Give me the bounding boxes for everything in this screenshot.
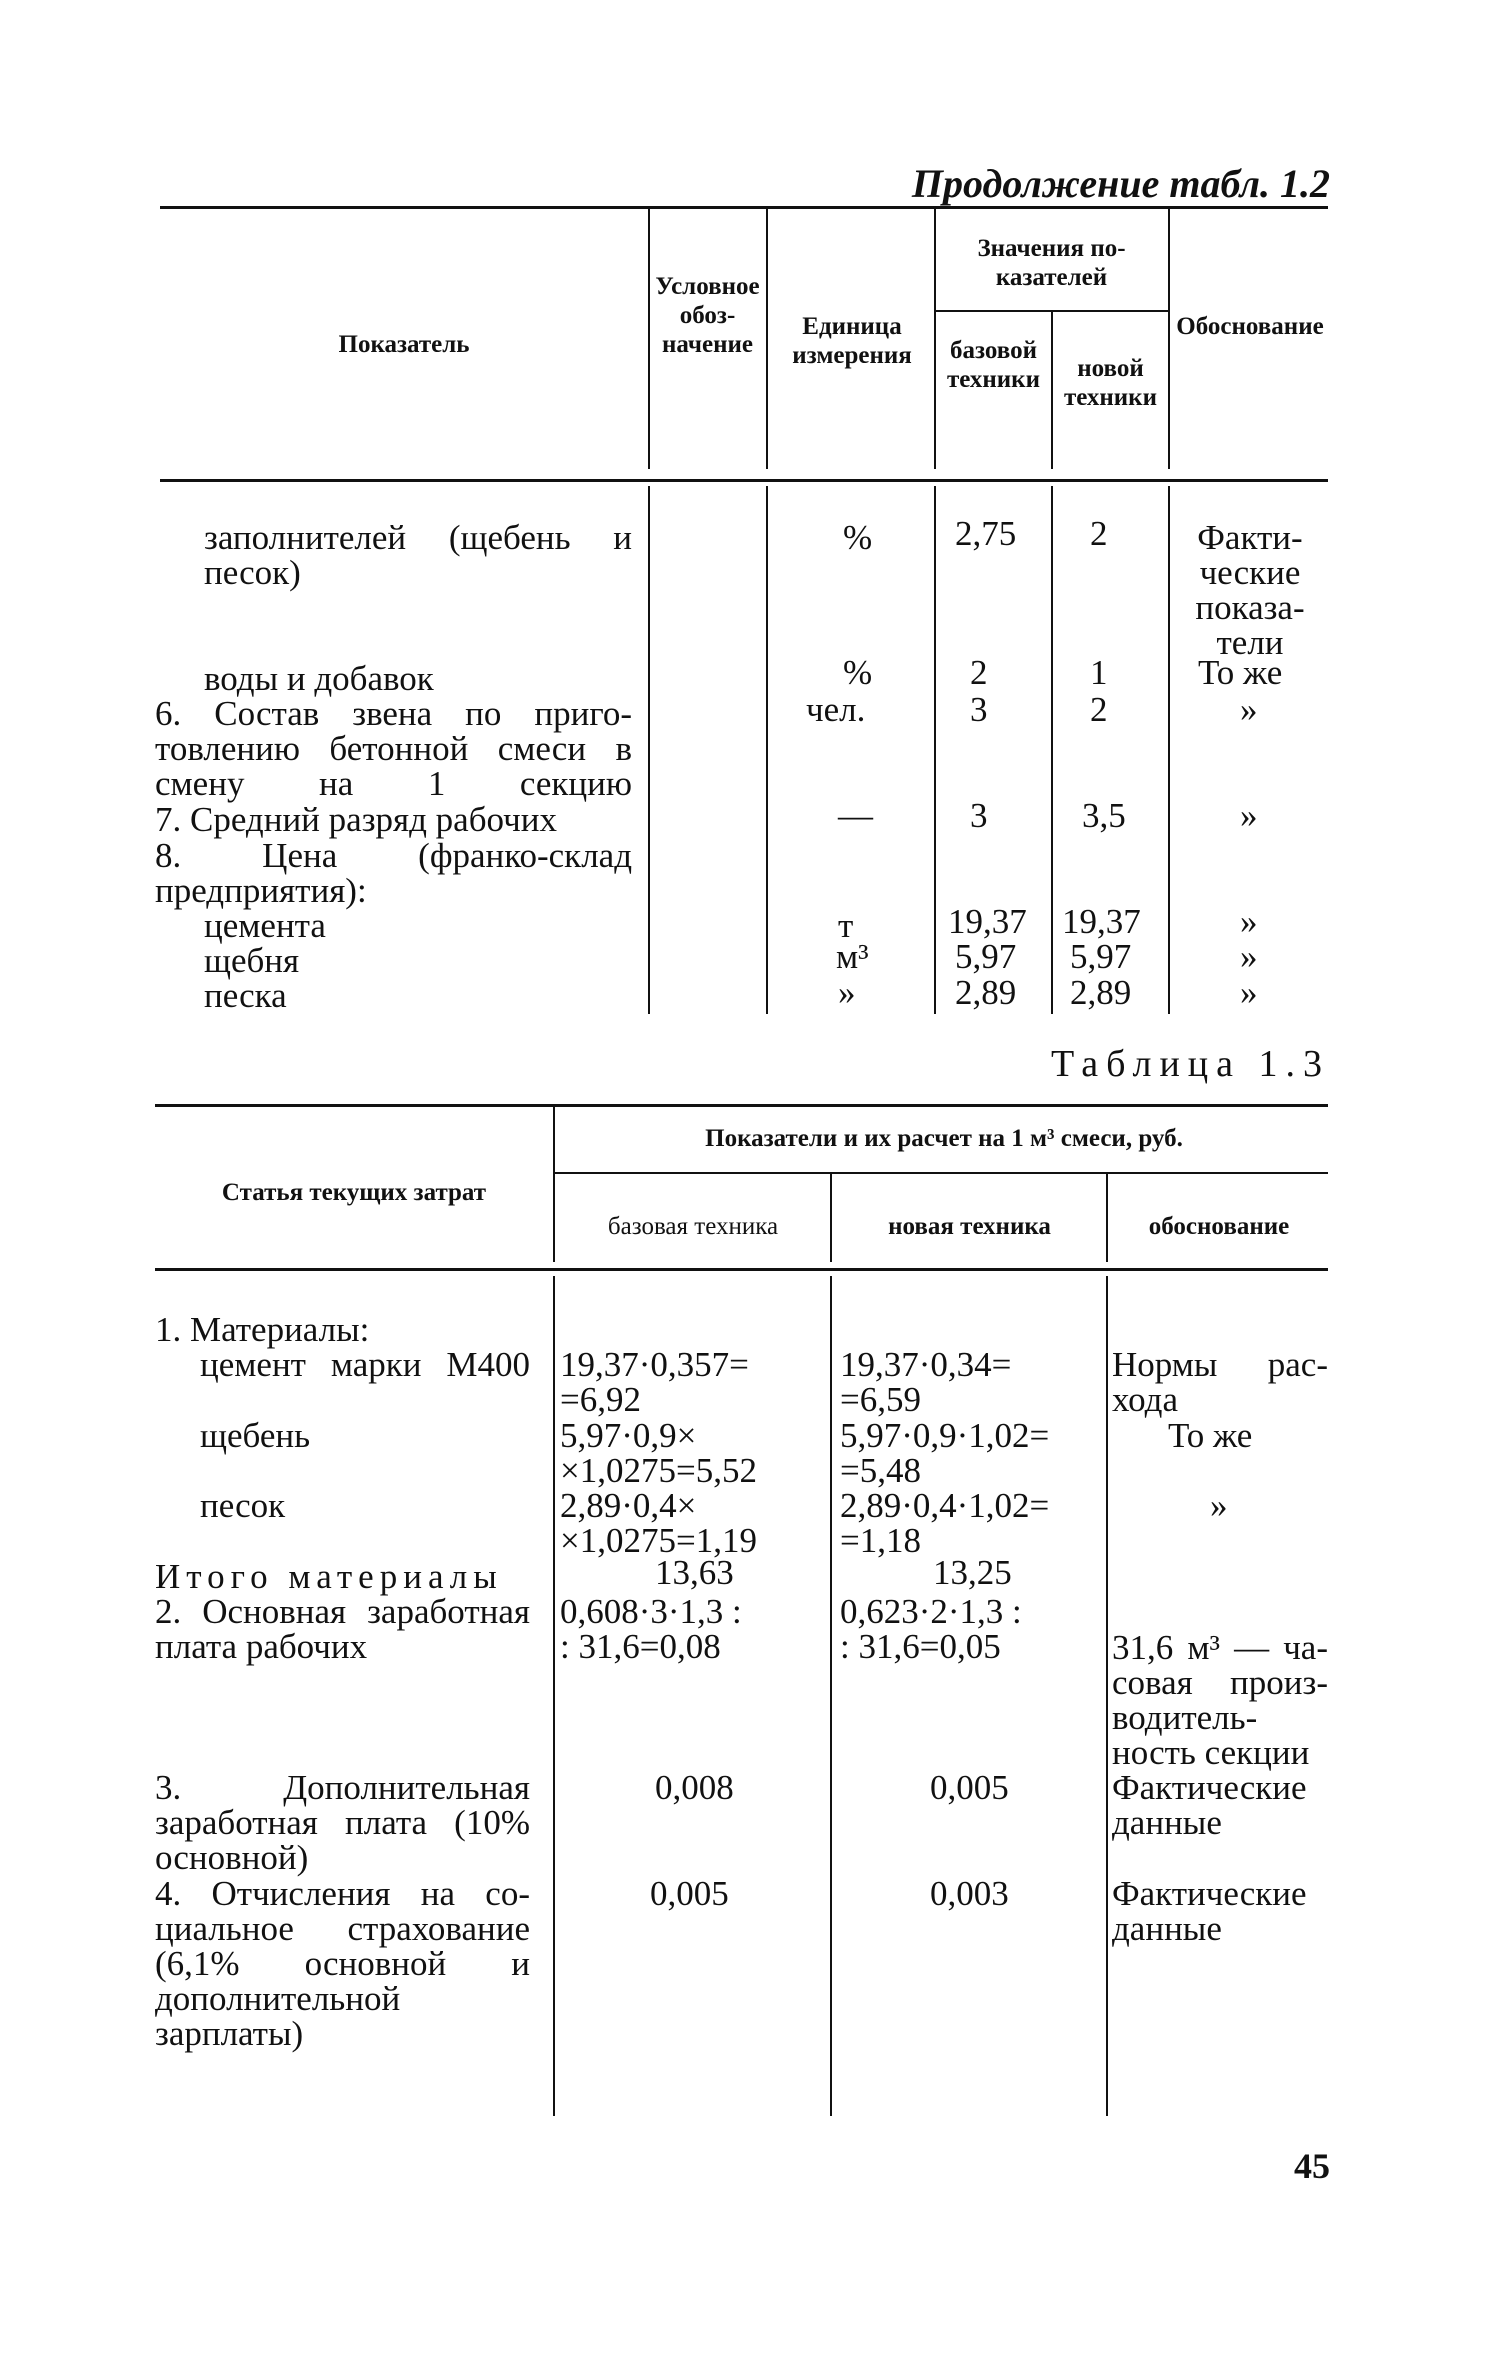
- table1-row-basis: »: [1240, 796, 1258, 835]
- table2-row-new: 0,003: [930, 1874, 1009, 1913]
- table2-row-article: 4. Отчисления на социальное страхование (6,1% основной и дополнительной зарплаты): [155, 1874, 530, 2053]
- table1-row-new: 19,37: [1062, 902, 1141, 941]
- table2-row-base: 0,005: [650, 1874, 729, 1913]
- table1-row-basis: »: [1240, 937, 1258, 976]
- table1-row-unit: »: [838, 973, 856, 1012]
- table2-header-base: базовая техника: [607, 1213, 779, 1240]
- table2-row-new: 5,97·0,9·1,02= =5,48: [840, 1416, 1050, 1490]
- table2-col-divider: [830, 1276, 832, 2116]
- table1-header-basis: Обоснование: [1176, 313, 1324, 340]
- table1-row-indicator: цемента: [204, 906, 326, 945]
- table1-row-indicator: 7. Средний разряд рабочих: [155, 800, 557, 839]
- table2-top-rule: [155, 1104, 1328, 1107]
- table2-row-base: 19,37·0,357= =6,92: [560, 1345, 749, 1419]
- table1-row-base: 3: [970, 690, 988, 729]
- table-continuation-caption: Продолжение табл. 1.2: [911, 161, 1330, 206]
- table1-row-indicator: воды и добавок: [204, 659, 434, 698]
- table2-row-article: щебень: [200, 1416, 311, 1455]
- table1-col-divider: [1051, 312, 1053, 469]
- table1-row-base: 3: [970, 796, 988, 835]
- table2-row-article: 1. Материалы:: [155, 1310, 370, 1349]
- table2-col-divider: [1106, 1174, 1108, 1262]
- page-number: 45: [1294, 2146, 1330, 2186]
- table1-top-rule: [160, 206, 1328, 209]
- table1-header-indicator: Показатель: [338, 331, 470, 358]
- table1-row-new: 3,5: [1082, 796, 1126, 835]
- table2-row-article: 3. Дополнительная заработная плата (10% основной): [155, 1768, 530, 1877]
- table1-header-unit: Единица измерения: [792, 313, 912, 369]
- table2-row-basis: Фактические данные: [1112, 1768, 1307, 1842]
- table1-row-basis: »: [1240, 973, 1258, 1012]
- table1-row-new: 2: [1090, 514, 1108, 553]
- table2-col-divider: [553, 1107, 555, 1262]
- table1-row-indicator: щебня: [204, 941, 300, 980]
- table1-row-base: 5,97: [955, 937, 1017, 976]
- table1-header-values: Значения показателей: [977, 235, 1126, 291]
- table1-header-new: новой техники: [1064, 355, 1157, 411]
- table2-row-base: 0,008: [655, 1768, 734, 1807]
- table2-row-article: песок: [200, 1486, 286, 1525]
- table2-row-article: 2. Основная заработная плата рабочих: [155, 1592, 530, 1666]
- table2-row-basis: Фактические данные: [1112, 1874, 1307, 1948]
- table1-row-base: 2,89: [955, 973, 1017, 1012]
- table1-row-indicator: заполнителей (щебень и песок): [204, 518, 632, 592]
- table1-row-base: 19,37: [948, 902, 1027, 941]
- table2-row-new: 2,89·0,4·1,02= =1,18: [840, 1486, 1050, 1560]
- table1-col-divider: [648, 486, 650, 1014]
- table1-row-indicator: песка: [204, 976, 287, 1015]
- table1-row-new: 1: [1090, 653, 1108, 692]
- table1-header-base: базовой техники: [947, 337, 1040, 393]
- table2-row-basis: 31,6 м³ — часовая производительность секции: [1112, 1628, 1328, 1772]
- table2-row-base: 13,63: [655, 1553, 734, 1592]
- table1-col-divider: [1168, 486, 1170, 1014]
- table1-col-divider: [648, 209, 650, 469]
- table2-header-basis: обоснование: [1148, 1213, 1290, 1240]
- table2-row-base: 5,97·0,9× ×1,0275=5,52: [560, 1416, 757, 1490]
- table2-row-new: 0,005: [930, 1768, 1009, 1807]
- table1-row-unit: %: [843, 653, 873, 692]
- table2-row-basis: То же: [1168, 1416, 1253, 1455]
- table2-col-divider: [1106, 1276, 1108, 2116]
- table2-row-article: цемент марки М400: [200, 1345, 530, 1384]
- table1-row-indicator: 6. Состав звена по приготовлению бетонной смеси в смену на 1 секцию: [155, 694, 632, 803]
- table1-header-rule: [160, 479, 1328, 482]
- table1-row-unit: —: [838, 796, 873, 835]
- table1-row-unit: м³: [836, 937, 869, 976]
- table2-header-group: Показатели и их расчет на 1 м³ смеси, руб.: [705, 1125, 1183, 1152]
- table1-row-new: 2: [1090, 690, 1108, 729]
- table2-header-article: Статья текущих затрат: [221, 1179, 487, 1206]
- table1-row-new: 2,89: [1070, 973, 1132, 1012]
- table2-col-divider: [553, 1276, 555, 2116]
- table2-row-new: 0,623·2·1,3 : : 31,6=0,05: [840, 1592, 1022, 1666]
- table1-row-basis: Фактические показатели: [1195, 518, 1305, 662]
- table1-row-indicator: 8. Цена (франко-склад предприятия):: [155, 836, 632, 910]
- table2-row-new: 19,37·0,34= =6,59: [840, 1345, 1012, 1419]
- table1-row-unit: чел.: [806, 690, 866, 729]
- table1-col-divider: [934, 209, 936, 469]
- table-title: Таблица 1.3: [1050, 1043, 1330, 1085]
- table1-row-base: 2,75: [955, 514, 1017, 553]
- table2-col-divider: [830, 1174, 832, 1262]
- table1-row-unit: т: [838, 906, 854, 945]
- table1-col-divider: [766, 209, 768, 469]
- table1-row-base: 2: [970, 653, 988, 692]
- table1-row-basis: »: [1240, 690, 1258, 729]
- table2-header-new: новая техника: [888, 1213, 1051, 1240]
- table1-row-new: 5,97: [1070, 937, 1132, 976]
- table1-row-basis: »: [1240, 902, 1258, 941]
- table1-row-basis: То же: [1198, 653, 1283, 692]
- table2-row-article: Итого материалы: [155, 1557, 503, 1596]
- table1-col-divider: [766, 486, 768, 1014]
- table1-row-unit: %: [843, 518, 873, 557]
- table2-row-base: 0,608·3·1,3 : : 31,6=0,08: [560, 1592, 742, 1666]
- table2-row-basis: »: [1210, 1486, 1228, 1525]
- table1-col-divider: [934, 486, 936, 1014]
- table2-group-subrule: [555, 1172, 1328, 1174]
- table2-header-rule: [155, 1268, 1328, 1271]
- table1-col-divider: [1168, 209, 1170, 469]
- table1-col-divider: [1051, 486, 1053, 1014]
- table2-row-basis: Нормы расхода: [1112, 1345, 1328, 1419]
- table2-row-base: 2,89·0,4× ×1,0275=1,19: [560, 1486, 757, 1560]
- table2-row-new: 13,25: [933, 1553, 1012, 1592]
- table1-header-symbol: Условное обозначение: [655, 273, 760, 358]
